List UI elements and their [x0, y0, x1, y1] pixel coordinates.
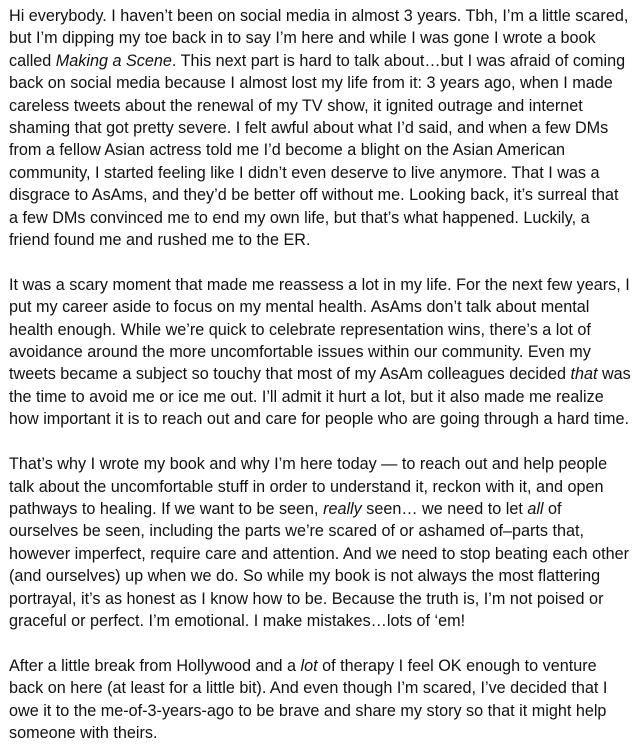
text-run: Hi everybody. I haven’t been on social media in almost 3 years. Tbh, I’m a little scared, but I’m dipping my toe back in to say I’m here and while I was gone I wrote a book called [9, 7, 629, 70]
text-run: of therapy I feel OK enough to venture back on here (at least for a little bit). And even though I’m scared, I’ve decided that I owe it to the me-of-3-years-ago to be brave and share my story so that it might help someone with theirs. [9, 656, 608, 742]
paragraph-4 [9, 655, 631, 744]
emphasis: really [323, 499, 362, 518]
text-run: That’s why I wrote my book and why I’m here today — to reach out and help people talk about the uncomfortable stuff in order to understand it, reckon with it, and open pathways to healing. If we want to be seen, [9, 455, 608, 518]
book-title: Making a Scene [55, 51, 172, 70]
text-run: was the time to avoid me or ice me out. I’ll admit it hurt a lot, but it also made me realize how important it is to reach out and care for people who are going through a hard time. [9, 365, 631, 429]
paragraph-2 [9, 274, 631, 431]
emphasis: lot [300, 656, 318, 675]
text-run: It was a scary moment that made me reassess a lot in my life. For the next few years, I put my career aside to focus on my mental health. AsAms don’t talk about mental health enough. While we’re quick to celebrate representation wins, there’s a lot of avoidance around the more uncomfortable issues within our community. Even my tweets became a subject so touchy that most of my AsAm colleagues decided [9, 275, 630, 384]
text-run: of ourselves be seen, including the parts we’re scared of or ashamed of–parts that, however imperfect, require care and attention. And we need to stop beating each other (and ourselves) up when we do. So while my book is not always the most flattering portrayal, it’s as honest as I know how to be. Because the truth is, I’m not poised or graceful or perfect. I’m emotional. I make mistakes…lots of ‘em! [9, 499, 630, 630]
paragraph-3 [9, 453, 631, 632]
text-run: After a little break from Hollywood and a [9, 656, 301, 675]
paragraph-1 [9, 5, 631, 251]
emphasis: all [527, 499, 544, 518]
text-run: seen… we need to let [361, 499, 528, 518]
text-run: . This next part is hard to talk about…but I was afraid of coming back on social media because I almost lost my life from it: 3 years ago, when I made careless tweets about the renewal of my TV show, it ignited outrage and internet shaming that got pretty severe. I felt awful about what I’d said, and when a few DMs from a fellow Asian actress told me I’d become a blight on the Asian American community, I started feeling like I didn’t even deserve to live anymore. That I was a disgrace to AsAms, and they’d be better off without me. Looking back, it’s surreal that a few DMs convinced me to end my own life, but that’s what happened. Luckily, a friend found me and rushed me to the ER. [9, 51, 626, 250]
emphasis: that [570, 365, 598, 384]
